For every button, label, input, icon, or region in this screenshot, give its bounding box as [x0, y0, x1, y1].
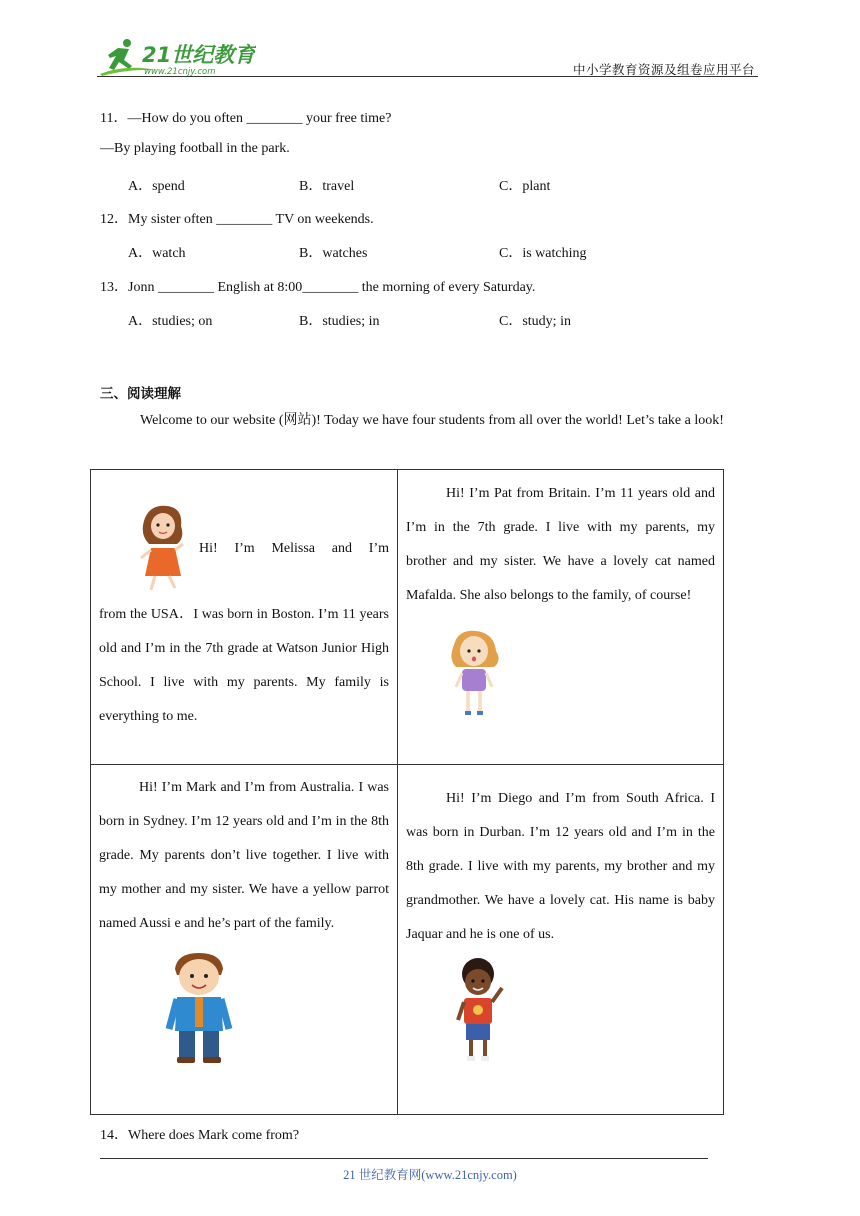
question-11: [100, 107, 391, 127]
option-b[interactable]: B．studies; in: [299, 314, 380, 329]
boy-mark-illustration: [159, 949, 239, 1067]
girl-pat-illustration: [436, 627, 516, 727]
card-melissa: [91, 470, 398, 765]
pat-text: Hi! I’m Pat from Britain. I’m 11 years old and I’m in the 7th grade. I live with my parents, my brother and my sister. We have a lovely cat named Mafalda. She also belongs to the family, of course!: [406, 486, 715, 603]
mark-text: Hi! I’m Mark and I’m from Australia. I was born in Sydney. I’m 12 years old and I’m in the 8th grade. My parents don’t live together. I live with my mother and my sister. We have a yellow parrot named Aussi e and he’s part of the family.: [99, 780, 389, 931]
card-pat: [398, 470, 724, 765]
question-stem: My sister often ________ TV on weekends.: [128, 212, 374, 227]
boy-diego-illustration: [446, 958, 526, 1066]
question-12: [100, 208, 374, 228]
site-logo: [96, 36, 256, 80]
question-number: 12．: [100, 212, 128, 227]
option-c[interactable]: C．plant: [499, 179, 551, 194]
header-platform-text: 中小学教育资源及组卷应用平台: [572, 63, 755, 77]
diego-text: Hi! I’m Diego and I’m from South Africa. I was born in Durban. I’m 12 years old and I’m in the 8th grade. I live with my parents, my brother and my grandmother. We have a lovely cat. His name is baby Jaquar and he is one of us.: [406, 791, 715, 942]
footer-text[interactable]: 21 世纪教育网(www.21cnjy.com): [343, 1168, 517, 1182]
logo-brand-text: 21世纪教育: [142, 43, 256, 67]
header-divider: [97, 76, 758, 77]
question-number: 13．: [100, 280, 128, 295]
question-stem: Jonn ________ English at 8:00________ the morning of every Saturday.: [128, 280, 536, 295]
question-number: 11．: [100, 111, 128, 126]
melissa-text-first-line: Hi! I’m Melissa and I’m: [199, 541, 389, 556]
question-number: 14．: [100, 1128, 128, 1143]
section-title: 三、阅读理解: [100, 386, 181, 402]
footer-divider: [100, 1158, 708, 1159]
option-a[interactable]: A．spend: [128, 179, 185, 194]
question-11-answer-line: —By playing football in the park.: [100, 141, 290, 156]
option-c[interactable]: C．study; in: [499, 314, 571, 329]
option-a[interactable]: A．watch: [128, 246, 186, 261]
card-diego: [398, 765, 724, 1115]
card-mark: [91, 765, 398, 1115]
question-stem: —How do you often ________ your free time?: [127, 111, 392, 126]
option-b[interactable]: B．watches: [299, 246, 368, 261]
section-intro: Welcome to our website (网站)! Today we have four students from all over the world! Let’s take a look!: [140, 413, 724, 428]
question-14: [100, 1124, 299, 1144]
option-c[interactable]: C．is watching: [499, 246, 587, 261]
girl-melissa-illustration: [99, 504, 199, 594]
student-cards-table: [90, 469, 724, 1115]
question-13: [100, 276, 535, 296]
logo-url-text: www.21cnjy.com: [144, 67, 216, 77]
melissa-text: from the USA．I was born in Boston. I’m 11 years old and I’m in the 7th grade at Watson Junior High School. I live with my parents. My family is everything to me.: [99, 607, 389, 724]
option-b[interactable]: B．travel: [299, 179, 355, 194]
question-stem: Where does Mark come from?: [128, 1128, 300, 1143]
option-a[interactable]: A．studies; on: [128, 314, 213, 329]
